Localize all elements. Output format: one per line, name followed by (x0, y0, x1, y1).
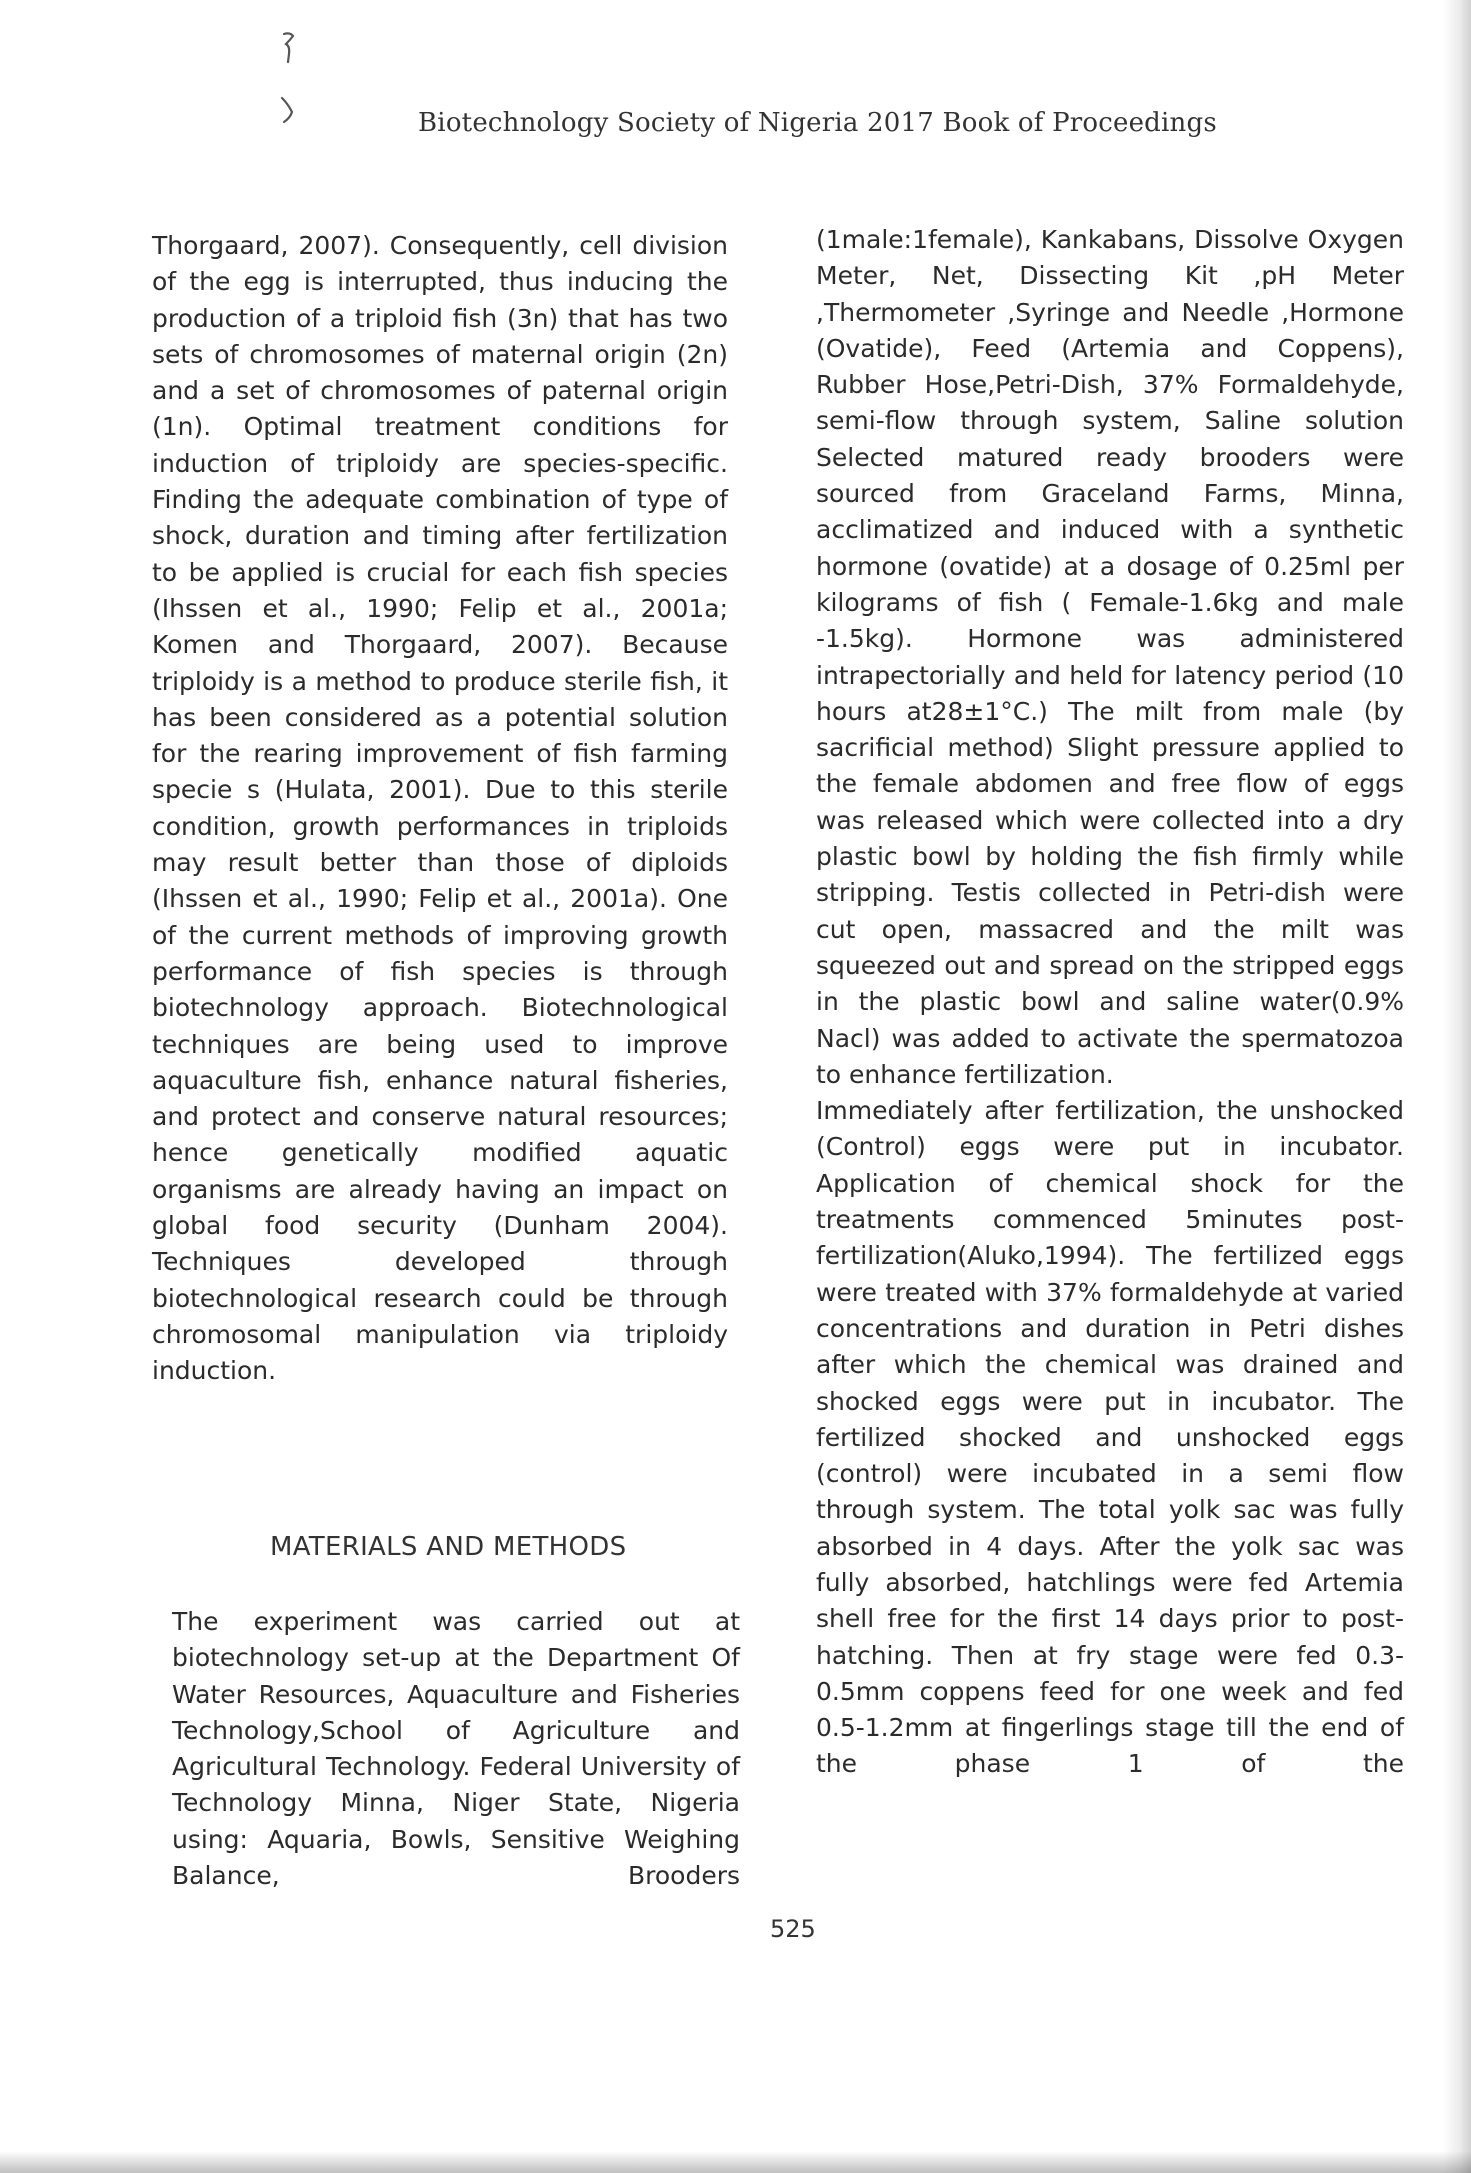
left-column (152, 228, 728, 1390)
intro-paragraph: Thorgaard, 2007). Consequently, cell division of the egg is interrupted, thus inducing the production of a triploid fish (3n) that has two sets of chromosomes of maternal origin (2n) and a set of chromosomes of paternal origin (1n). Optimal treatment conditions for induction of triploidy are species-specific. Finding the adequate combination of type of shock, duration and timing after fertilization to be applied is crucial for each fish species (Ihssen et al., 1990; Felip et al., 2001a; Komen and Thorgaard, 2007). Because triploidy is a method to produce sterile fish, it has been considered as a potential solution for the rearing improvement of fish farming specie s (Hulata, 2001). Due to this sterile condition, growth performances in triploids may result better than those of diploids (Ihssen et al., 1990; Felip et al., 2001a). One of the current methods of improving growth performance of fish species is through biotechnology approach. Biotechnological techniques are being used to improve aquaculture fish, enhance natural fisheries, and protect and conserve natural resources; hence genetically modified aquatic organisms are already having an impact on global food security (Dunham 2004). Techniques developed through biotechnological research could be through chromosomal manipulation via triploidy induction. (152, 231, 728, 1386)
methods-left-column (172, 1604, 740, 1894)
page-number: 525 (770, 1915, 816, 1943)
handwritten-marks (276, 28, 316, 128)
section-heading: MATERIALS AND METHODS (270, 1532, 627, 1562)
methods-paragraph: The experiment was carried out at biotechnology set-up at the Department Of Water Resources, Aquaculture and Fisheries Technology,School of Agriculture and Agricultural Technology. Federal University of Technology Minna, Niger State, Nigeria using: Aquaria, Bowls, Sensitive Weighing Balance, Brooders (172, 1607, 740, 1891)
page-edge-shadow (1443, 0, 1471, 2173)
materials-paragraph: (1male:1female), Kankabans, Dissolve Oxygen Meter, Net, Dissecting Kit ,pH Meter ,Thermometer ,Syringe and Needle ,Hormone (Ovatide), Feed (Artemia and Coppens), Rubber Hose,Petri-Dish, 37% Formaldehyde, semi-flow through system, Saline solution Selected matured ready brooders were sourced from Graceland Farms, Minna, acclimatized and induced with a synthetic hormone (ovatide) at a dosage of 0.25ml per kilograms of fish ( Female-1.6kg and male -1.5kg). Hormone was administered intrapectorially and held for latency period (10 hours at28±1°C.) The milt from male (by sacrificial method) Slight pressure applied to the female abdomen and free flow of eggs was released which were collected into a dry plastic bowl by holding the fish firmly while stripping. Testis collected in Petri-dish were cut open, massacred and the milt was squeezed out and spread on the stripped eggs in the plastic bowl and saline water(0.9% Nacl) was added to activate the spermatozoa to enhance fertilization. (816, 225, 1404, 1089)
page-bottom-shadow (0, 2151, 1471, 2173)
procedure-paragraph: Immediately after fertilization, the unshocked (Control) eggs were put in incubator. Application of chemical shock for the treatments commenced 5minutes post-fertilization(Aluko,1994). The fertilized eggs were treated with 37% formaldehyde at varied concentrations and duration in Petri dishes after which the chemical was drained and shocked eggs were put in incubator. The fertilized shocked and unshocked eggs (control) were incubated in a semi flow through system. The total yolk sac was fully absorbed in 4 days. After the yolk sac was fully absorbed, hatchlings were fed Artemia shell free for the first 14 days prior to post-hatching. Then at fry stage were fed 0.3-0.5mm coppens feed for one week and fed 0.5-1.2mm at fingerlings stage till the end of the phase 1 of the (816, 1096, 1404, 1779)
right-column (816, 222, 1404, 1783)
running-header: Biotechnology Society of Nigeria 2017 Book of Proceedings (418, 108, 1217, 138)
